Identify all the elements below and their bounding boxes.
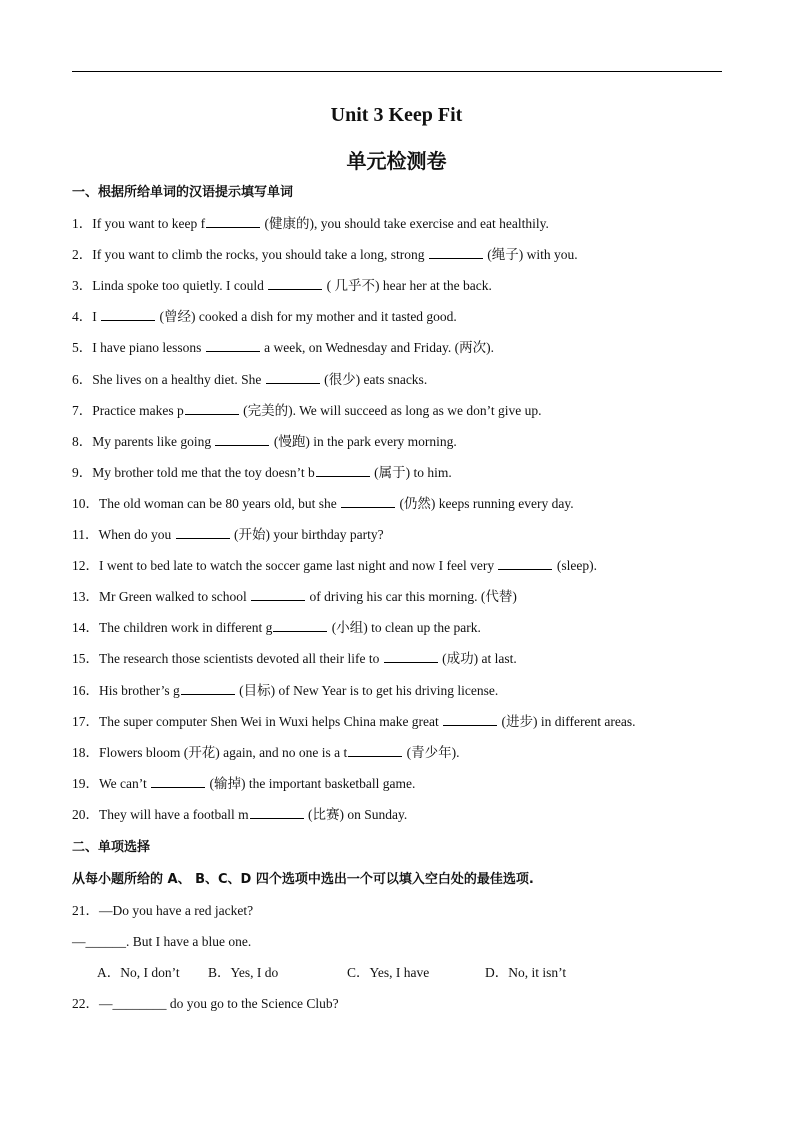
question-hint: (小组) to clean up the park.: [328, 620, 481, 635]
question-4: [72, 308, 457, 326]
question-text: —________ do you go to the Science Club?: [99, 996, 339, 1011]
question-hint: (比赛) on Sunday.: [304, 807, 408, 822]
question-number: 9．: [72, 465, 93, 480]
header-rule: [72, 71, 722, 72]
answer-blank[interactable]: [176, 526, 230, 539]
question-hint: (目标) of New Year is to get his driving license.: [235, 683, 499, 698]
question-text: I: [92, 309, 101, 324]
question-text: If you want to keep f: [92, 216, 206, 231]
question-15: [72, 650, 517, 668]
question-text: My brother told me that the toy doesn’t b: [92, 465, 315, 480]
question-number: 4．: [72, 309, 93, 324]
question-6: [72, 371, 427, 389]
question-number: 12．: [72, 558, 99, 573]
question-text: Mr Green walked to school: [99, 589, 251, 604]
question-hint: (成功) at last.: [438, 651, 517, 666]
question-number: 13．: [72, 589, 99, 604]
answer-blank[interactable]: [101, 308, 155, 321]
question-hint: ( 几乎不) hear her at the back.: [323, 278, 492, 293]
question-text: If you want to climb the rocks, you should take a long, strong: [92, 247, 428, 262]
question-hint: (绳子) with you.: [483, 247, 578, 262]
answer-blank[interactable]: [498, 557, 552, 570]
question-number: 5．: [72, 340, 93, 355]
question-2: [72, 246, 578, 264]
question-text: Flowers bloom (开花) again, and no one is a t: [99, 745, 348, 760]
option-b[interactable]: B．Yes, I do: [208, 965, 279, 980]
answer-blank[interactable]: [206, 339, 260, 352]
question-text: I have piano lessons: [92, 340, 205, 355]
question-hint: a week, on Wednesday and Friday. (两次).: [260, 340, 494, 355]
question-number: 21．: [72, 903, 99, 918]
answer-blank[interactable]: [384, 650, 438, 663]
question-hint: of driving his car this morning. (代替): [306, 589, 517, 604]
question-text: The old woman can be 80 years old, but she: [99, 496, 341, 511]
question-hint: (属于) to him.: [370, 465, 452, 480]
question-number: 18．: [72, 745, 99, 760]
question-number: 15．: [72, 651, 99, 666]
question-text: The children work in different g: [99, 620, 273, 635]
question-number: 11．: [72, 527, 99, 542]
question-text: The super computer Shen Wei in Wuxi helps China make great: [99, 714, 443, 729]
section-2-instruction: 从每小题所给的 A、 B、C、D 四个选项中选出一个可以填入空白处的最佳选项.: [72, 872, 534, 887]
question-text: The research those scientists devoted all their life to: [99, 651, 383, 666]
question-number: 19．: [72, 776, 99, 791]
answer-blank[interactable]: [250, 806, 304, 819]
answer-blank[interactable]: [251, 588, 305, 601]
question-hint: (sleep).: [553, 558, 597, 573]
question-number: 17．: [72, 714, 99, 729]
option-a[interactable]: A．No, I don’t: [97, 965, 180, 980]
question-3: [72, 277, 492, 295]
question-21-response: —______. But I have a blue one.: [72, 934, 252, 949]
page-subtitle: 单元检测卷: [346, 149, 447, 173]
answer-blank[interactable]: [185, 402, 239, 415]
question-hint: (慢跑) in the park every morning.: [270, 434, 457, 449]
answer-blank[interactable]: [348, 744, 402, 757]
answer-blank[interactable]: [206, 215, 260, 228]
question-12: [72, 557, 597, 575]
question-hint: (仍然) keeps running every day.: [396, 496, 574, 511]
question-11: [72, 526, 384, 544]
question-text: My parents like going: [92, 434, 215, 449]
question-hint: (青少年).: [403, 745, 460, 760]
answer-blank[interactable]: [341, 495, 395, 508]
question-22: [72, 995, 339, 1013]
question-hint: (开始) your birthday party?: [230, 527, 384, 542]
question-hint: (很少) eats snacks.: [320, 372, 428, 387]
question-text: Linda spoke too quietly. I could: [92, 278, 268, 293]
question-9: [72, 464, 452, 482]
question-number: 7．: [72, 403, 93, 418]
answer-blank[interactable]: [268, 277, 322, 290]
question-10: [72, 495, 574, 513]
question-number: 8．: [72, 434, 93, 449]
question-hint: (输掉) the important basketball game.: [206, 776, 416, 791]
page-title: Unit 3 Keep Fit: [330, 104, 463, 126]
question-hint: (进步) in different areas.: [498, 714, 636, 729]
question-14: [72, 619, 481, 637]
question-text: When do you: [98, 527, 175, 542]
question-number: 20．: [72, 807, 99, 822]
answer-blank[interactable]: [151, 775, 205, 788]
question-18: [72, 744, 459, 762]
answer-blank[interactable]: [181, 682, 235, 695]
question-text: —Do you have a red jacket?: [99, 903, 254, 918]
question-hint: (健康的), you should take exercise and eat healthily.: [261, 216, 549, 231]
question-text: They will have a football m: [99, 807, 249, 822]
question-19: [72, 775, 415, 793]
question-hint: (曾经) cooked a dish for my mother and it tasted good.: [156, 309, 457, 324]
question-hint: (完美的). We will succeed as long as we don’t give up.: [239, 403, 542, 418]
answer-blank[interactable]: [273, 619, 327, 632]
question-13: [72, 588, 517, 606]
answer-blank[interactable]: [215, 433, 269, 446]
question-text: I went to bed late to watch the soccer game last night and now I feel very: [99, 558, 498, 573]
question-text: She lives on a healthy diet. She: [92, 372, 265, 387]
question-text: We can’t: [99, 776, 151, 791]
question-number: 22．: [72, 996, 99, 1011]
option-c[interactable]: C．Yes, I have: [347, 965, 430, 980]
question-21: [72, 902, 253, 920]
question-1: [72, 215, 549, 233]
section-1-heading: 一、根据所给单词的汉语提示填写单词: [72, 185, 294, 200]
question-number: 16．: [72, 683, 99, 698]
question-21-options: [97, 964, 566, 982]
question-16: [72, 682, 498, 700]
answer-blank[interactable]: [443, 713, 497, 726]
question-number: 3．: [72, 278, 93, 293]
question-20: [72, 806, 407, 824]
answer-blank[interactable]: [266, 371, 320, 384]
question-text: His brother’s g: [99, 683, 180, 698]
answer-blank[interactable]: [316, 464, 370, 477]
question-5: [72, 339, 494, 357]
question-number: 6．: [72, 372, 93, 387]
question-number: 2．: [72, 247, 93, 262]
answer-blank[interactable]: [429, 246, 483, 259]
question-7: [72, 402, 541, 420]
question-number: 10．: [72, 496, 99, 511]
question-text: Practice makes p: [92, 403, 184, 418]
option-d[interactable]: D．No, it isn’t: [485, 965, 567, 980]
question-8: [72, 433, 457, 451]
question-number: 1．: [72, 216, 93, 231]
question-17: [72, 713, 636, 731]
question-number: 14．: [72, 620, 99, 635]
section-2-heading: 二、单项选择: [72, 840, 151, 855]
